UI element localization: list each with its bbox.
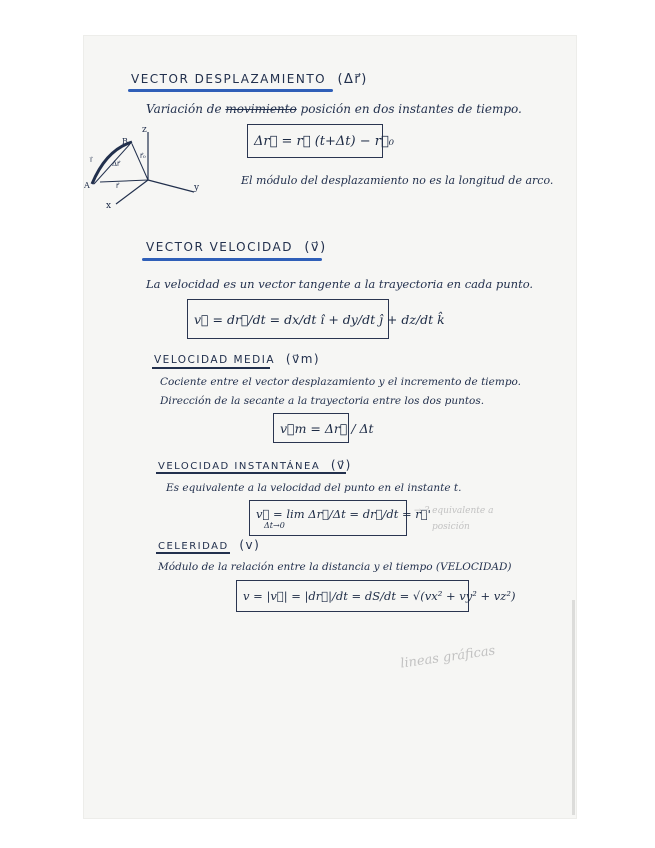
instantanea-limit-text: Δt→0 xyxy=(264,520,285,530)
r0-vector xyxy=(132,144,148,180)
r-vector xyxy=(100,180,148,182)
title-underline-media xyxy=(152,367,270,369)
title-vector-velocidad: VECTOR VELOCIDAD (v⃗) xyxy=(146,240,327,255)
title-velocidad-instantanea: VELOCIDAD INSTANTÁNEA (v⃗) xyxy=(158,458,352,472)
i-label: i⃗ xyxy=(90,156,92,164)
instantanea-formula-text: v⃗ = lim Δr⃗/Δt = dr⃗/dt = r⃗' xyxy=(256,506,431,521)
y-axis-line xyxy=(148,180,194,192)
title-underline-velocidad xyxy=(142,258,322,261)
title-underline-instantanea xyxy=(156,472,346,474)
desplazamiento-note: El módulo del desplazamiento no es la longitud de arco. xyxy=(241,174,554,187)
r0-label: r⃗₀ xyxy=(140,152,146,160)
desplazamiento-definition: Variación de movimiento posición en dos instantes de tiempo. xyxy=(146,102,522,116)
r-label: r⃗ xyxy=(116,182,119,190)
point-b-label: B xyxy=(122,137,128,146)
formula-box-desplazamiento: Δr⃗ = r⃗ (t+Δt) − r⃗₀ xyxy=(247,124,383,158)
instantanea-definition: Es equivalente a la velocidad del punto en el instante t. xyxy=(166,482,462,494)
point-a-label: A xyxy=(84,181,90,190)
title-velocidad-media: VELOCIDAD MEDIA (v⃗m) xyxy=(154,352,321,366)
formula-box-media: v⃗m = Δr⃗ / Δt xyxy=(273,413,349,443)
axis-y-label: y xyxy=(194,183,200,193)
title-celeridad: CELERIDAD (v) xyxy=(158,538,261,552)
celeridad-definition: Módulo de la relación entre la distancia y el tiempo (VELOCIDAD) xyxy=(158,561,512,573)
title-underline-celeridad xyxy=(156,552,230,554)
page-edge-shadow xyxy=(572,600,575,815)
media-line-2: Dirección de la secante a la trayectoria entre los dos puntos. xyxy=(160,395,485,407)
formula-box-velocidad: v⃗ = dr⃗/dt = dx/dt î + dy/dt ĵ + dz/dt k̂ xyxy=(187,299,389,339)
title-vector-desplazamiento: VECTOR DESPLAZAMIENTO (Δr⃗) xyxy=(131,72,368,87)
formula-box-instantanea xyxy=(249,500,431,536)
pencil-note-posicion: posición xyxy=(432,522,470,532)
pencil-note-bottom: lineas gráficas xyxy=(399,643,497,672)
velocidad-definition: La velocidad es un vector tangente a la trayectoria en cada punto. xyxy=(146,277,534,291)
pencil-note-equivalente: → ? equivalente a xyxy=(414,506,494,516)
x-axis-line xyxy=(116,180,148,204)
axis-x-label: x xyxy=(106,201,112,211)
media-line-1: Cociente entre el vector desplazamiento y el incremento de tiempo. xyxy=(160,376,522,388)
delta-r-label: Δr⃗ xyxy=(112,160,120,168)
title-underline-desplazamiento xyxy=(128,89,333,92)
displacement-diagram xyxy=(84,122,214,214)
axis-z-label: z xyxy=(142,125,147,135)
formula-box-celeridad: v = |v⃗| = |dr⃗|/dt = dS/dt = √(vx² + vy² + vz²) xyxy=(236,580,469,612)
